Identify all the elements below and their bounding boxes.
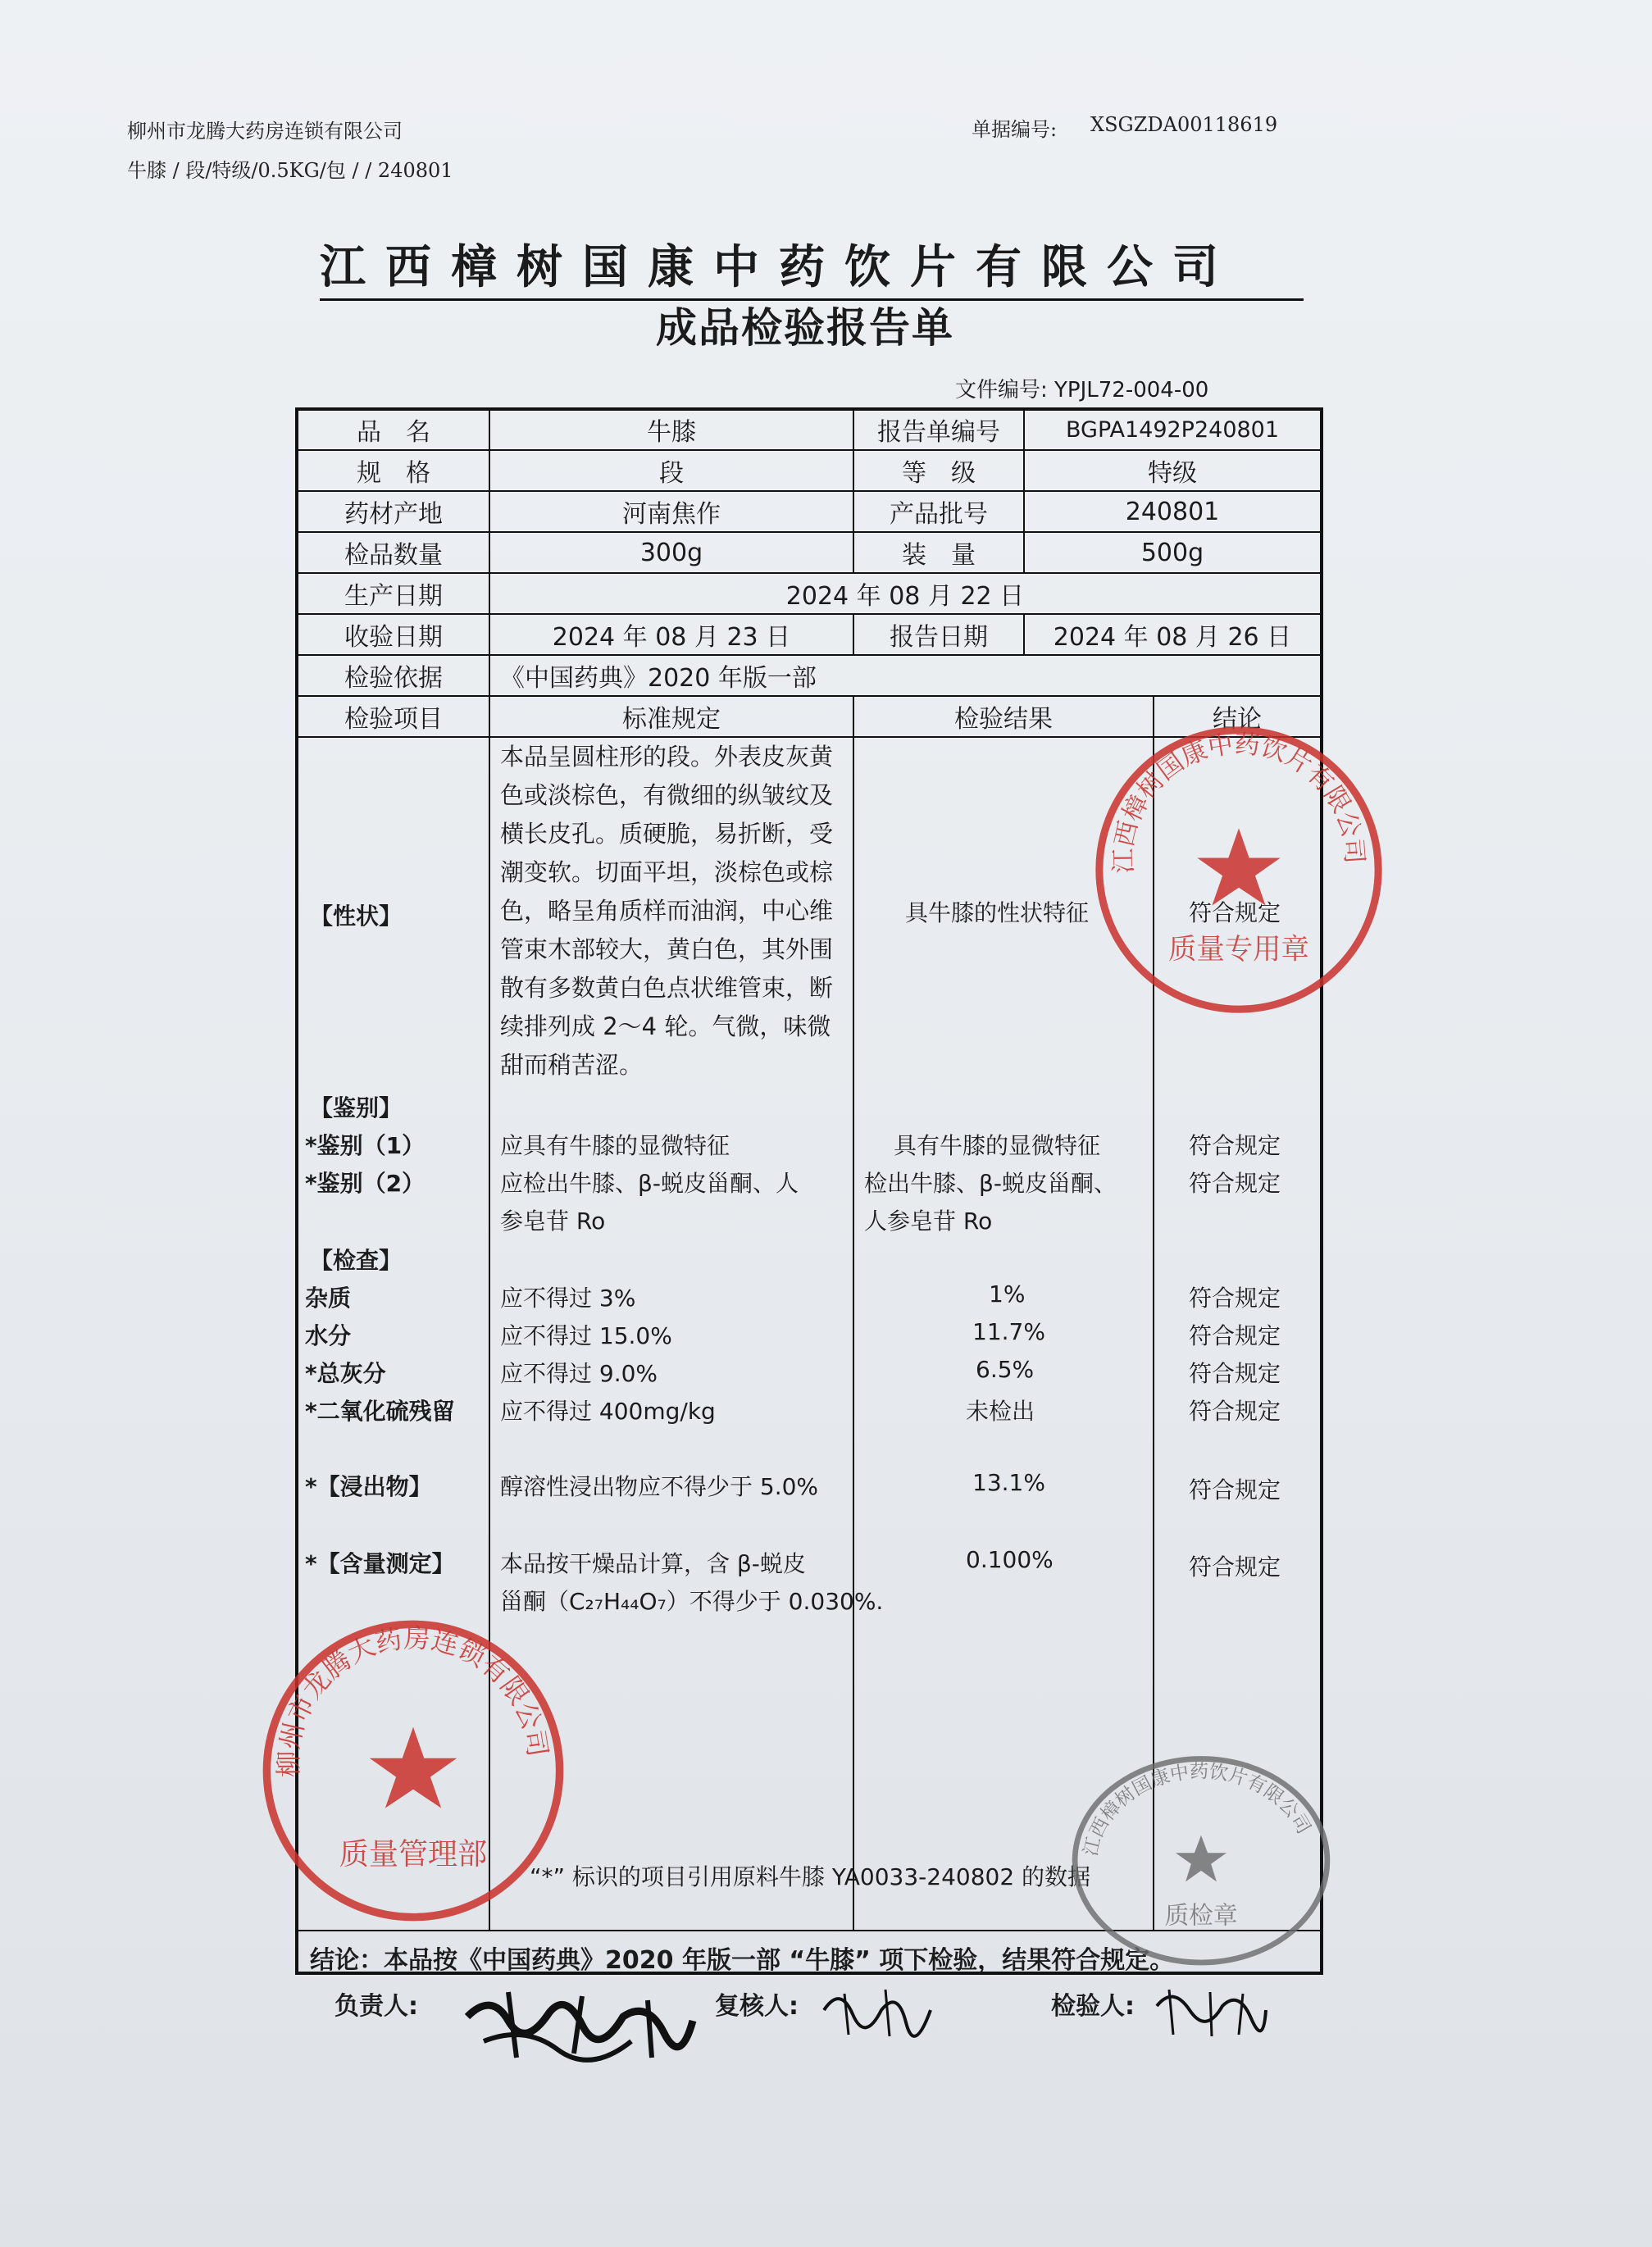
standard-xingzhuang: 本品呈圆柱形的段。外表皮灰黄色或淡棕色，有微细的纵皱纹及横长皮孔。质硬脆，易折断，受潮变软。切面平坦，淡棕色或棕色，略呈角质样而油润，中心维管束木部较大，黄白色，其外围散有多数黄白色点状维管束，断续排列成 2～4 轮。气微，味微甜而稍苦涩。 xyxy=(500,743,834,1079)
result-jianbie2-line1: 检出牛膝、β-蜕皮甾酮、 xyxy=(864,1170,1117,1197)
result-hanliang: 0.100% xyxy=(966,1546,1054,1573)
conclusion-jinchu: 符合规定 xyxy=(1189,1476,1281,1503)
svg-text:江西樟树国康中药饮片有限公司: 江西樟树国康中药饮片有限公司 xyxy=(1108,729,1370,874)
conclusion-so2: 符合规定 xyxy=(1189,1398,1281,1425)
pharmacy-seal-red xyxy=(257,1615,569,1926)
item-jianbie2: *鉴别（2） xyxy=(305,1170,426,1197)
report-title: 成品检验报告单 xyxy=(656,304,954,352)
standard-jianbie1: 应具有牛膝的显微特征 xyxy=(500,1132,730,1159)
name-label: 品 名 xyxy=(357,418,430,447)
item-jianbie-head: 【鉴别】 xyxy=(310,1094,403,1121)
batch-label: 产品批号 xyxy=(890,500,988,529)
bill-number: XSGZDA00118619 xyxy=(1090,113,1278,136)
grade-value: 特级 xyxy=(1148,459,1197,488)
item-jinchu: *【浸出物】 xyxy=(305,1473,432,1500)
conclusion-huifen: 符合规定 xyxy=(1189,1360,1281,1387)
recv-date: 2024 年 08 月 23 日 xyxy=(552,623,791,652)
recv-date-label: 收验日期 xyxy=(344,623,443,652)
rule xyxy=(853,695,854,1930)
qty-label: 检品数量 xyxy=(344,541,443,570)
reviewer-label: 复核人: xyxy=(715,1992,799,2021)
result-jinchu: 13.1% xyxy=(972,1469,1045,1496)
batch-value: 240801 xyxy=(1125,497,1220,526)
result-jianbie2-line2: 人参皂苷 Ro xyxy=(864,1208,993,1235)
report-no-label: 报告单编号 xyxy=(877,418,1000,447)
report-no: BGPA1492P240801 xyxy=(1065,416,1280,443)
file-number: 文件编号: YPJL72-004-00 xyxy=(955,378,1209,403)
col-standard: 标准规定 xyxy=(622,705,721,734)
item-so2: *二氧化硫残留 xyxy=(305,1398,455,1425)
final-conclusion: 结论：本品按《中国药典》2020 年版一部 “牛膝” 项下检验，结果符合规定。 xyxy=(310,1946,1175,1975)
customer-name: 柳州市龙腾大药房连锁有限公司 xyxy=(127,120,403,143)
svg-text:江西樟树国康中药饮片有限公司: 江西樟树国康中药饮片有限公司 xyxy=(1080,1761,1315,1858)
col-result: 检验结果 xyxy=(954,705,1053,734)
conclusion-shuifen: 符合规定 xyxy=(1189,1322,1281,1349)
result-xingzhuang: 具牛膝的性状特征 xyxy=(905,899,1090,926)
inspector-signature xyxy=(1153,1977,1267,2043)
quality-seal-red xyxy=(1090,721,1387,1018)
result-zazhi: 1% xyxy=(989,1280,1026,1308)
item-huifen: *总灰分 xyxy=(305,1360,386,1387)
standard-jianbie2-line2: 参皂苷 Ro xyxy=(500,1208,606,1235)
origin-value: 河南焦作 xyxy=(622,500,721,529)
standard-huifen: 应不得过 9.0% xyxy=(500,1360,658,1387)
conclusion-jianbie1: 符合规定 xyxy=(1189,1132,1281,1159)
item-jianbie1: *鉴别（1） xyxy=(305,1132,426,1159)
standard-zazhi: 应不得过 3% xyxy=(500,1285,636,1312)
item-zazhi: 杂质 xyxy=(305,1285,352,1312)
item-shuifen: 水分 xyxy=(305,1322,352,1349)
conclusion-xingzhuang: 符合规定 xyxy=(1189,899,1281,926)
origin-label: 药材产地 xyxy=(344,500,443,529)
svg-text:柳州市龙腾大药房连锁有限公司: 柳州市龙腾大药房连锁有限公司 xyxy=(273,1622,554,1778)
standard-jinchu: 醇溶性浸出物应不得少于 5.0% xyxy=(500,1473,819,1500)
result-huifen: 6.5% xyxy=(976,1356,1035,1383)
col-item: 检验项目 xyxy=(344,705,443,734)
grade-label: 等 级 xyxy=(902,459,976,488)
responsible-label: 负责人: xyxy=(334,1992,418,2021)
company-title: 江西樟树国康中药饮片有限公司 xyxy=(320,231,1304,301)
pack-value: 500g xyxy=(1140,538,1204,567)
product-line: 牛膝 / 段/特级/0.5KG/包 / / 240801 xyxy=(127,159,453,182)
spec-value: 段 xyxy=(659,459,684,488)
result-shuifen: 11.7% xyxy=(972,1318,1045,1345)
basis-label: 检验依据 xyxy=(344,664,443,693)
standard-hanliang-line2: 甾酮（C₂₇H₄₄O₇）不得少于 0.030%. xyxy=(500,1588,884,1615)
result-jianbie1: 具有牛膝的显微特征 xyxy=(894,1132,1101,1159)
item-jiancha-head: 【检查】 xyxy=(310,1247,403,1274)
responsible-signature xyxy=(459,1976,697,2066)
item-hanliang: *【含量测定】 xyxy=(305,1550,455,1577)
standard-jianbie2-line1: 应检出牛膝、β-蜕皮甾酮、人 xyxy=(500,1170,799,1197)
conclusion-zazhi: 符合规定 xyxy=(1189,1285,1281,1312)
conclusion-hanliang: 符合规定 xyxy=(1189,1553,1281,1581)
standard-so2: 应不得过 400mg/kg xyxy=(500,1398,716,1425)
product-name: 牛膝 xyxy=(647,418,696,447)
svg-text:质量专用章: 质量专用章 xyxy=(1168,933,1309,967)
svg-text:质量管理部: 质量管理部 xyxy=(339,1837,488,1872)
svg-text:质检章: 质检章 xyxy=(1164,1901,1238,1931)
prod-date-label: 生产日期 xyxy=(344,582,443,611)
data-source-note: “*” 标识的项目引用原料牛膝 YA0033-240802 的数据 xyxy=(530,1863,1091,1890)
standard-hanliang-line1: 本品按干燥品计算，含 β-蜕皮 xyxy=(500,1550,806,1577)
col-conclusion: 结论 xyxy=(1213,705,1262,734)
inspection-seal-gray xyxy=(1066,1744,1336,1966)
qty-value: 300g xyxy=(639,538,703,567)
standard-shuifen: 应不得过 15.0% xyxy=(500,1322,672,1349)
spec-label: 规 格 xyxy=(357,459,430,488)
item-xingzhuang: 【性状】 xyxy=(310,903,403,930)
prod-date: 2024 年 08 月 22 日 xyxy=(785,582,1025,611)
pack-label: 装 量 xyxy=(902,541,976,570)
report-date-label: 报告日期 xyxy=(890,623,988,652)
inspector-label: 检验人: xyxy=(1051,1992,1135,2021)
conclusion-jianbie2: 符合规定 xyxy=(1189,1170,1281,1197)
bill-label: 单据编号: xyxy=(972,118,1058,141)
report-date: 2024 年 08 月 26 日 xyxy=(1053,623,1292,652)
result-so2: 未检出 xyxy=(966,1398,1035,1425)
reviewer-signature xyxy=(820,1977,935,2043)
basis-value: 《中国药典》2020 年版一部 xyxy=(500,664,817,693)
